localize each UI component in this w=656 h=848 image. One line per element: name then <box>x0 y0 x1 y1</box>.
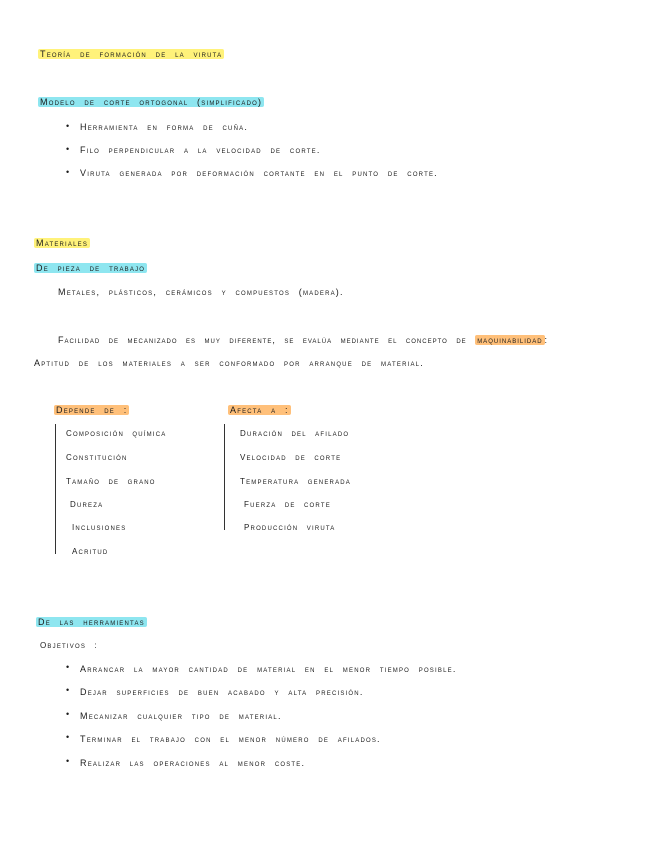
afecta-item: Producción viruta <box>244 523 336 532</box>
depende-item: Tamaño de grano <box>66 477 156 486</box>
modelo-bullet-1: Herramienta en forma de cuña. <box>80 122 249 132</box>
depende-item: Constitución <box>66 453 128 462</box>
depende-bracket-line <box>55 424 56 554</box>
bullet-dot: • <box>66 756 70 766</box>
materiales-list: Metales, plásticos, cerámicos y compuestos (madera). <box>58 287 344 297</box>
depende-item: Composición química <box>66 429 167 438</box>
depende-item: Dureza <box>70 500 104 509</box>
objetivo-bullet-2: Dejar superficies de buen acabado y alta precisión. <box>80 687 364 697</box>
maquinabilidad-term: maquinabilidad <box>477 335 543 345</box>
pieza-subtitle <box>34 262 147 274</box>
modelo-title <box>38 96 264 108</box>
maquinabilidad-paragraph-line1 <box>58 334 548 346</box>
depende-item: Inclusiones <box>72 523 127 532</box>
objetivos-label: Objetivos : <box>40 641 98 650</box>
page-heading <box>38 48 224 60</box>
herramientas-title <box>36 616 147 628</box>
paragraph-colon: : <box>544 335 549 345</box>
afecta-item: Fuerza de corte <box>244 500 331 509</box>
bullet-dot: • <box>66 121 70 131</box>
modelo-bullet-3: Viruta generada por deformación cortante en el punto de corte. <box>80 168 438 178</box>
bullet-dot: • <box>66 144 70 154</box>
afecta-title-text: Afecta a : <box>230 405 289 415</box>
objetivo-bullet-1: Arrancar la mayor cantidad de material en el menor tiempo posible. <box>80 664 457 674</box>
materiales-title <box>34 237 90 249</box>
afecta-item: Temperatura generada <box>240 477 352 486</box>
depende-item: Acritud <box>72 547 109 556</box>
bullet-dot: • <box>66 709 70 719</box>
depende-title-text: Depende de : <box>56 405 128 415</box>
objetivo-bullet-3: Mecanizar cualquier tipo de material. <box>80 711 282 721</box>
afecta-title <box>228 404 291 416</box>
afecta-item: Velocidad de corte <box>240 453 342 462</box>
modelo-bullet-2: Filo perpendicular a la velocidad de corte. <box>80 145 321 155</box>
depende-title <box>54 404 129 416</box>
pieza-subtitle-text: De pieza de trabajo <box>36 263 146 273</box>
bullet-dot: • <box>66 732 70 742</box>
objetivo-bullet-4: Terminar el trabajo con el menor número de afilados. <box>80 734 381 744</box>
afecta-item: Duración del afilado <box>240 429 350 438</box>
modelo-title-text: Modelo de corte ortogonal (simplificado) <box>40 97 263 107</box>
bullet-dot: • <box>66 662 70 672</box>
afecta-bracket-line <box>224 424 225 530</box>
bullet-dot: • <box>66 685 70 695</box>
bullet-dot: • <box>66 167 70 177</box>
maquinabilidad-paragraph-line2: Aptitud de los materiales a ser conformado por arranque de material. <box>34 358 424 368</box>
objetivo-bullet-5: Realizar las operaciones al menor coste. <box>80 758 306 768</box>
paragraph-text: Facilidad de mecanizado es muy diferente, se evalúa mediante el concepto de <box>58 335 467 345</box>
materiales-title-text: Materiales <box>36 238 89 248</box>
herramientas-title-text: De las herramientas <box>38 617 145 627</box>
page-heading-text: Teoría de formación de la viruta <box>40 49 223 59</box>
